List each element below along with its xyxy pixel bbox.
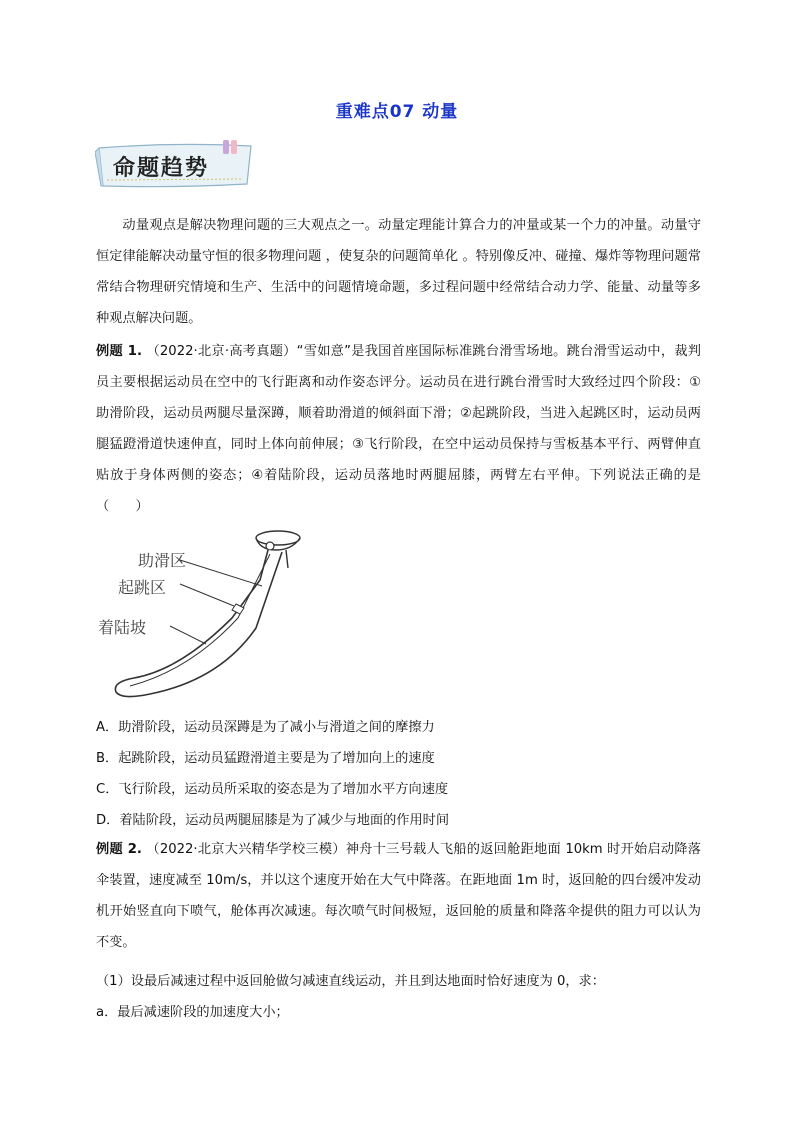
example2-question-1a: a．最后减速阶段的加速度大小； — [96, 1005, 289, 1020]
figure-label-landing-slope: 着陆坡 — [98, 618, 147, 637]
page-title: 重难点07 动量 — [335, 102, 459, 122]
figure-label-run-in: 助滑区 — [138, 551, 187, 570]
ski-jump-figure — [98, 520, 310, 705]
section-badge — [95, 140, 255, 190]
example2-label: 例题 2. — [96, 842, 142, 857]
badge-label: 命题趋势 — [113, 155, 210, 181]
example1-block — [96, 336, 701, 522]
example2-text: （2022·北京大兴精华学校三模）神舟十三号载人飞船的返回舱距地面 10km 时开始启动降落伞装置，速度减至 10m/s，并以这个速度开始在大气中降落。在距地面 1m 时，返回舱的四台缓冲发动机开始竖直向下喷气，舱体再次减速。每次喷气时间极短，返回舱的质量和降落伞提供的阻力可以认为不变。 — [96, 842, 701, 950]
option-d: D．着陆阶段，运动员两腿屈膝是为了减少与地面的作用时间 — [96, 813, 450, 828]
figure-label-take-off: 起跳区 — [118, 578, 167, 597]
example1-label: 例题 1. — [96, 344, 142, 359]
intro-paragraph: 动量观点是解决物理问题的三大观点之一。动量定理能计算合力的冲量或某一个力的冲量。动量守恒定律能解决动量守恒的很多物理问题 ，使复杂的问题简单化 。特别像反冲、碰撞、爆炸等物理问题常常结合物理研究情境和生产、生活中的问题情境命题，多过程问题中经常结合动力学、能量、动量等多种观点解决问题。 — [96, 218, 701, 326]
example2-question-1: （1）设最后减速过程中返回舱做匀减速直线运动，并且到达地面时恰好速度为 0，求： — [96, 974, 605, 989]
example1-text: （2022·北京·高考真题）“雪如意”是我国首座国际标准跳台滑雪场地。跳台滑雪运动中，裁判员主要根据运动员在空中的飞行距离和动作姿态评分。运动员在进行跳台滑雪时大致经过四个阶段：①助滑阶段，运动员两腿尽量深蹲，顺着助滑道的倾斜面下滑；②起跳阶段，当进入起跳区时，运动员两腿猛蹬滑道快速伸直，同时上体向前伸展；③飞行阶段，在空中运动员保持与雪板基本平行、两臂伸直贴放于身体两侧的姿态；④着陆阶段，运动员落地时两腿屈膝，两臂左右平伸。下列说法正确的是（ ） — [96, 344, 701, 514]
example2-block — [96, 834, 701, 958]
option-a: A．助滑阶段，运动员深蹲是为了减小与滑道之间的摩擦力 — [96, 720, 435, 735]
option-b: B．起跳阶段，运动员猛蹬滑道主要是为了增加向上的速度 — [96, 751, 435, 766]
option-c: C．飞行阶段，运动员所采取的姿态是为了增加水平方向速度 — [96, 782, 449, 797]
